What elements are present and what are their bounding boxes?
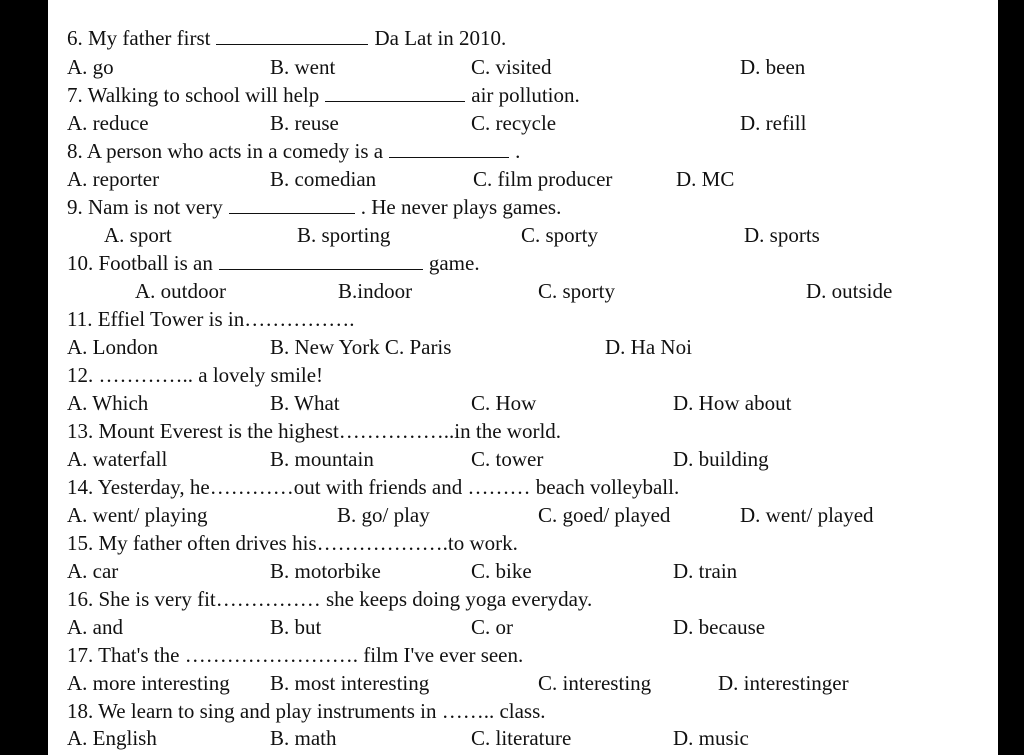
option-c: C. recycle (471, 111, 557, 135)
option-b: B. mountain (270, 447, 374, 471)
options-7 (48, 109, 998, 137)
option-b: B. but (270, 615, 322, 639)
answer-blank (389, 139, 509, 158)
option-d: D. train (673, 559, 738, 583)
question-text: 12. ………….. a lovely smile! (67, 363, 324, 387)
option-b: B. most interesting (270, 671, 430, 695)
question-text: 11. Effiel Tower is in……………. (67, 307, 355, 331)
answer-blank (229, 195, 355, 214)
question-17 (48, 641, 998, 669)
question-9 (48, 193, 998, 221)
question-text: 15. My father often drives his……………….to work. (67, 531, 518, 555)
question-text: 8. A person who acts in a comedy is a . (67, 139, 521, 163)
option-a: A. and (67, 615, 123, 639)
options-18 (48, 724, 998, 752)
option-d: D. How about (673, 391, 792, 415)
options-8 (48, 165, 998, 193)
question-8 (48, 137, 998, 165)
question-15 (48, 529, 998, 557)
option-d: D. outside (806, 279, 893, 303)
option-d: D. MC (676, 167, 735, 191)
option-a: A. London (67, 335, 158, 359)
option-b: B. motorbike (270, 559, 381, 583)
question-text: 16. She is very fit…………… she keeps doing yoga everyday. (67, 587, 593, 611)
question-text: 18. We learn to sing and play instruments in …….. class. (67, 699, 546, 723)
options-6 (48, 53, 998, 81)
question-11 (48, 305, 998, 333)
option-c: C. bike (471, 559, 532, 583)
option-a: A. waterfall (67, 447, 168, 471)
option-d: D. interestinger (718, 671, 849, 695)
option-b: B. comedian (270, 167, 377, 191)
option-a: A. went/ playing (67, 503, 208, 527)
option-c: C. sporty (521, 223, 599, 247)
question-12 (48, 361, 998, 389)
options-15 (48, 557, 998, 585)
option-a: A. English (67, 726, 157, 750)
question-text: 14. Yesterday, he…………out with friends and ……… beach volleyball. (67, 475, 680, 499)
option-c: C. How (471, 391, 537, 415)
option-d: D. music (673, 726, 749, 750)
option-c: C. film producer (473, 167, 613, 191)
option-d: D. because (673, 615, 766, 639)
option-a: A. car (67, 559, 119, 583)
option-b-c: B. New York C. Paris (270, 335, 452, 359)
answer-blank (219, 251, 423, 270)
option-c: C. tower (471, 447, 544, 471)
answer-blank (325, 83, 465, 102)
option-c: C. literature (471, 726, 572, 750)
options-11 (48, 333, 998, 361)
option-d: D. refill (740, 111, 807, 135)
question-14 (48, 473, 998, 501)
option-a: A. outdoor (135, 279, 226, 303)
option-b: B. What (270, 391, 340, 415)
options-16 (48, 613, 998, 641)
option-c: C. goed/ played (538, 503, 671, 527)
option-b: B. went (270, 55, 336, 79)
option-c: C. or (471, 615, 513, 639)
question-16 (48, 585, 998, 613)
question-6 (48, 24, 998, 52)
option-b: B.indoor (338, 279, 413, 303)
option-b: B. reuse (270, 111, 339, 135)
options-14 (48, 501, 998, 529)
option-a: A. more interesting (67, 671, 230, 695)
option-a: A. sport (104, 223, 172, 247)
option-a: A. reporter (67, 167, 160, 191)
answer-blank (216, 26, 368, 45)
option-d: D. building (673, 447, 769, 471)
option-b: B. math (270, 726, 337, 750)
option-a: A. reduce (67, 111, 149, 135)
options-10 (48, 277, 998, 305)
options-17 (48, 669, 998, 697)
option-d: D. went/ played (740, 503, 874, 527)
options-13 (48, 445, 998, 473)
option-d: D. been (740, 55, 806, 79)
question-10 (48, 249, 998, 277)
options-9 (48, 221, 998, 249)
option-a: A. go (67, 55, 114, 79)
option-a: A. Which (67, 391, 149, 415)
question-text: 10. Football is an game. (67, 251, 480, 275)
question-text: 13. Mount Everest is the highest……………..in the world. (67, 419, 562, 443)
option-c: C. visited (471, 55, 552, 79)
option-d: D. Ha Noi (605, 335, 692, 359)
option-b: B. go/ play (337, 503, 430, 527)
option-c: C. sporty (538, 279, 616, 303)
options-12 (48, 389, 998, 417)
question-18 (48, 697, 998, 725)
option-c: C. interesting (538, 671, 652, 695)
question-text: 7. Walking to school will help air pollution. (67, 83, 580, 107)
option-d: D. sports (744, 223, 820, 247)
question-text: 9. Nam is not very . He never plays games. (67, 195, 562, 219)
option-b: B. sporting (297, 223, 391, 247)
question-7 (48, 81, 998, 109)
question-text: 6. My father first Da Lat in 2010. (67, 26, 507, 50)
worksheet-page (48, 0, 998, 755)
question-13 (48, 417, 998, 445)
question-text: 17. That's the ……………………. film I've ever seen. (67, 643, 524, 667)
